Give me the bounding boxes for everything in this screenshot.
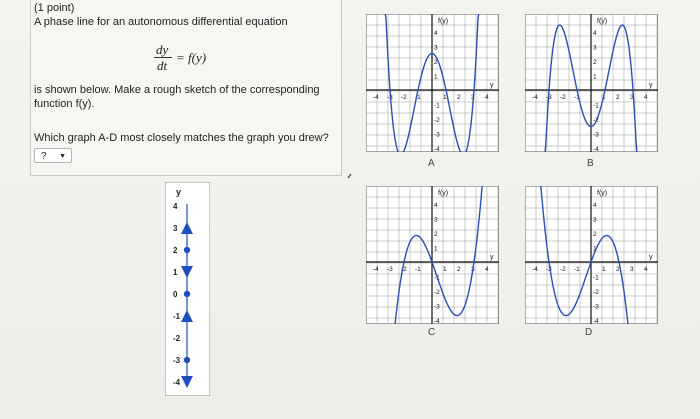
y-tick-label: -4 <box>593 146 599 152</box>
graph-b[interactable] <box>525 14 658 152</box>
chevron-down-icon: ▼ <box>59 153 66 160</box>
y-tick-label: -2 <box>593 289 599 296</box>
x-tick-label: 1 <box>443 266 447 273</box>
y-tick-label: 3 <box>434 44 438 52</box>
y-tick-label: -1 <box>593 102 599 110</box>
y-tick-label: 4 <box>593 202 597 209</box>
y-tick-label: 4 <box>434 202 438 209</box>
graph-c[interactable] <box>366 186 499 324</box>
y-tick-label: -4 <box>593 318 599 324</box>
f-axis-label: f(y) <box>597 18 608 25</box>
y-tick-label: -3 <box>434 303 440 311</box>
x-tick-label: -4 <box>532 266 538 273</box>
x-tick-label: 4 <box>485 94 489 101</box>
y-tick-label: -4 <box>434 318 440 324</box>
x-tick-label: 1 <box>443 94 447 101</box>
phase-tick-label: -4 <box>173 378 181 387</box>
x-tick-label: -3 <box>387 266 393 273</box>
x-tick-label: 1 <box>602 94 606 101</box>
y-tick-label: -3 <box>434 131 440 139</box>
y-axis-label: y <box>649 254 653 261</box>
x-tick-label: 3 <box>630 266 634 273</box>
y-axis-label: y <box>490 254 494 261</box>
y-axis-label: y <box>490 82 494 89</box>
y-tick-label: 3 <box>593 216 597 224</box>
x-tick-label: 4 <box>485 266 489 273</box>
y-tick-label: 2 <box>593 59 597 66</box>
y-tick-label: 4 <box>593 30 597 37</box>
eq-rhs: = f(y) <box>176 50 207 65</box>
x-tick-label: -3 <box>546 266 552 273</box>
y-tick-label: 1 <box>593 245 597 253</box>
y-tick-label: 1 <box>593 73 597 81</box>
phase-tick-label: -1 <box>173 312 181 321</box>
x-tick-label: 4 <box>644 94 648 101</box>
y-tick-label: -1 <box>593 274 599 282</box>
x-tick-label: -1 <box>415 94 421 101</box>
x-tick-label: 3 <box>630 94 634 101</box>
y-tick-label: -1 <box>434 274 440 282</box>
x-tick-label: 1 <box>602 266 606 273</box>
points-label: (1 point) <box>34 2 75 14</box>
graph-d[interactable] <box>525 186 658 324</box>
stray-mark <box>346 172 354 180</box>
x-tick-label: -4 <box>532 94 538 101</box>
x-tick-label: 2 <box>616 94 620 101</box>
f-axis-label: f(y) <box>438 18 449 25</box>
answer-select[interactable] <box>34 148 72 163</box>
problem-body-2: function f(y). <box>34 98 95 110</box>
x-tick-label: -2 <box>401 266 407 273</box>
x-tick-label: -4 <box>373 266 379 273</box>
x-tick-label: 4 <box>644 266 648 273</box>
x-tick-label: 2 <box>457 94 461 101</box>
x-tick-label: -4 <box>373 94 379 101</box>
x-tick-label: 2 <box>616 266 620 273</box>
x-tick-label: -3 <box>546 94 552 101</box>
y-tick-label: 2 <box>434 231 438 238</box>
eq-denominator: dt <box>157 58 168 73</box>
y-tick-label: -2 <box>434 117 440 124</box>
y-tick-label: 3 <box>434 216 438 224</box>
x-tick-label: -1 <box>574 266 580 273</box>
y-tick-label: 2 <box>593 231 597 238</box>
y-tick-label: 4 <box>434 30 438 37</box>
y-tick-label: -3 <box>593 303 599 311</box>
phase-tick-label: 3 <box>173 224 178 233</box>
y-tick-label: -2 <box>434 289 440 296</box>
x-tick-label: -2 <box>560 94 566 101</box>
graph-d-label: D <box>585 327 593 338</box>
y-tick-label: 1 <box>434 245 438 253</box>
phase-tick-label: 1 <box>173 268 178 277</box>
x-tick-label: -3 <box>387 94 393 101</box>
y-tick-label: -4 <box>434 146 440 152</box>
y-tick-label: 1 <box>434 73 438 81</box>
y-tick-label: -3 <box>593 131 599 139</box>
phase-tick-label: -3 <box>173 356 181 365</box>
problem-body-1: is shown below. Make a rough sketch of the corresponding <box>34 84 320 96</box>
x-tick-label: -1 <box>415 266 421 273</box>
y-tick-label: 3 <box>593 44 597 52</box>
x-tick-label: -1 <box>574 94 580 101</box>
y-tick-label: -1 <box>434 102 440 110</box>
equilibrium-dot <box>184 247 190 253</box>
equilibrium-dot <box>184 291 190 297</box>
y-tick-label: -2 <box>593 117 599 124</box>
graph-a[interactable] <box>366 14 499 152</box>
eq-numerator: dy <box>156 42 169 57</box>
question-text: Which graph A-D most closely matches the graph you drew? <box>34 132 329 144</box>
problem-intro: A phase line for an autonomous differential equation <box>34 16 288 28</box>
phase-line <box>165 182 210 396</box>
graph-a-label: A <box>428 158 435 169</box>
x-tick-label: -2 <box>560 266 566 273</box>
answer-select-value: ? <box>41 151 47 162</box>
x-tick-label: 2 <box>457 266 461 273</box>
phase-axis-label: y <box>176 187 182 197</box>
equilibrium-dot <box>184 357 190 363</box>
x-tick-label: 3 <box>471 266 475 273</box>
x-tick-label: -2 <box>401 94 407 101</box>
graph-b-label: B <box>587 158 594 169</box>
phase-tick-label: 0 <box>173 290 178 299</box>
y-axis-label: y <box>649 82 653 89</box>
f-axis-label: f(y) <box>597 190 608 197</box>
f-axis-label: f(y) <box>438 190 449 197</box>
y-tick-label: 2 <box>434 59 438 66</box>
phase-tick-label: -2 <box>173 334 181 343</box>
phase-tick-label: 2 <box>173 246 178 255</box>
phase-tick-label: 4 <box>173 202 178 211</box>
graph-c-label: C <box>428 327 436 338</box>
x-tick-label: 3 <box>471 94 475 101</box>
